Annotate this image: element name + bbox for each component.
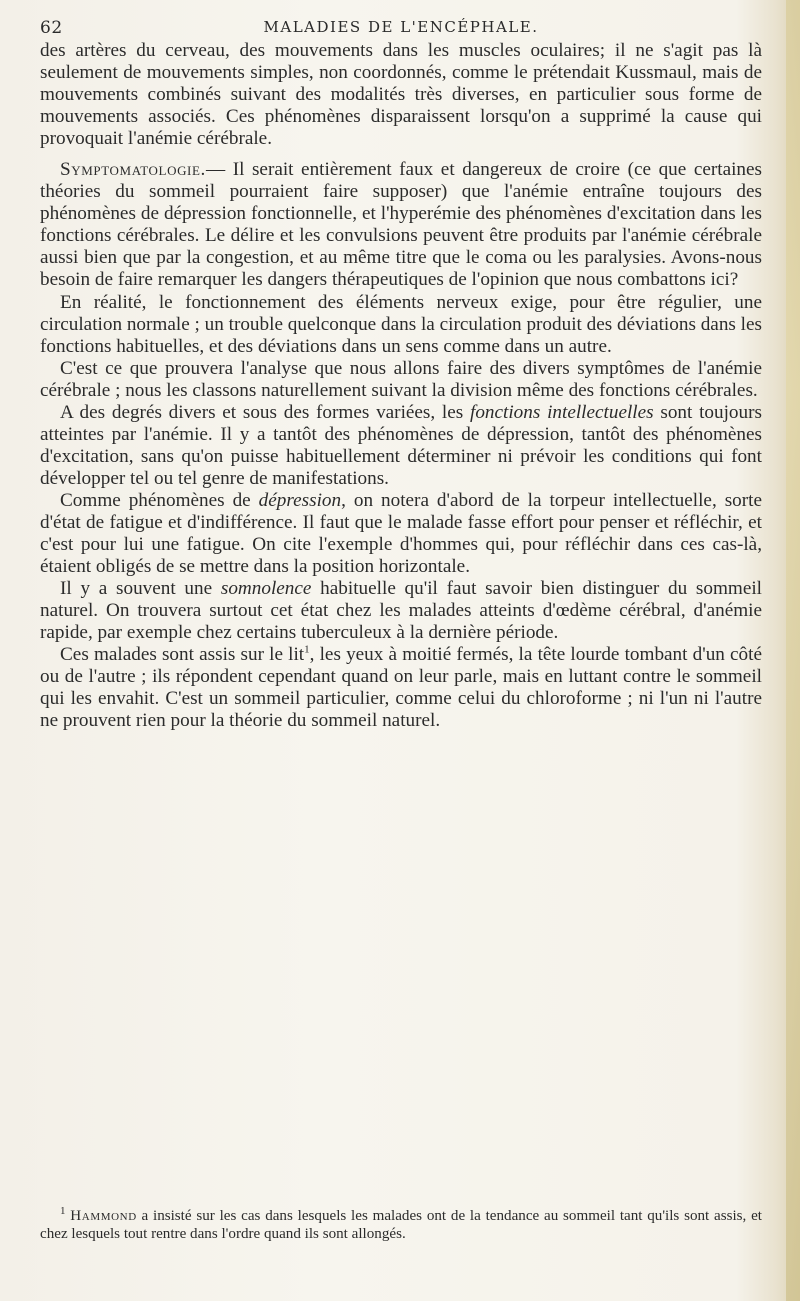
paragraph-5-b: sont toujours atteintes par l'anémie. Il y a tantôt des phénomènes de dépression, tantôt des phénomènes d'excitation, sans qu'on puisse habituellement déterminer ni prévoir les conditions qui font développer tel ou tel genre de manifestations. (40, 401, 762, 489)
footnote-reference: 1 (304, 643, 310, 656)
paragraph-7-a: Il y a souvent une (60, 578, 221, 600)
term-somnolence: somnolence (220, 578, 312, 600)
paragraph-5 (40, 402, 762, 490)
body-text (40, 40, 762, 732)
paragraph-8 (40, 644, 762, 732)
paragraph-8-a: Ces malades sont assis sur le lit (60, 644, 305, 666)
paragraph-8-b: , les yeux à moitié fermés, la tête lourde tombant d'un côté ou de l'autre ; ils répondent cependant quand on leur parle, mais en luttant contre le sommeil qui les envahit. C'est un sommeil particulier, comme celui du chloroforme ; ni l'un ni l'autre ne prouvent rien pour la théorie du sommeil naturel. (40, 644, 763, 732)
section-gap (40, 150, 762, 159)
paragraph-7-b: habituelle qu'il faut savoir bien distinguer du sommeil naturel. On trouvera surtout cet état chez les malades atteints d'œdème cérébral, d'anémie rapide, par exemple chez certains tuberculeux à la dernière période. (40, 578, 762, 644)
term-depression: dépression (258, 489, 342, 511)
section-heading-symptomatologie: Symptomatologie. (60, 159, 206, 181)
paragraph-6 (40, 490, 762, 578)
footnote-paragraph (40, 1204, 762, 1243)
footnote (40, 1204, 762, 1243)
footnote-text: a insisté sur les cas dans lesquels les malades ont de la tendance au sommeil tant qu'ils sont assis, et chez lesquels tout rentre dans l'ordre quand ils sont allongés. (40, 1208, 762, 1242)
paragraph-2-text: Il serait entièrement faux et dangereux de croire (ce que certaines théories du sommeil pourraient faire supposer) que l'anémie entraîne toujours des phénomènes de dépression fonctionnelle, et l'hyperémie des phénomènes d'excitation dans les fonctions cérébrales. Le délire et les convulsions peuvent être produits par l'anémie cérébrale aussi bien que par la congestion, et au même titre que le coma ou les paralysies. Avons-nous besoin de faire remarquer les dangers thérapeutiques de l'opinion que nous combattons ici? (40, 159, 762, 291)
paragraph-4: C'est ce que prouvera l'analyse que nous allons faire des divers symptômes de l'anémie cérébrale ; nous les classons naturellement suivant la division même des fonctions cérébrales. (40, 357, 762, 401)
paragraph-2 (40, 159, 762, 291)
paragraph-6-b: , on notera d'abord de la torpeur intellectuelle, sorte d'état de fatigue et d'indifférence. Il faut que le malade fasse effort pour penser et réfléchir, et c'est pour lui une fatigue. On cite l'exemple d'hommes qui, pour réfléchir dans ces cas-là, étaient obligés de se mettre dans la position horizontale. (40, 489, 762, 578)
paragraph-3: En réalité, le fonctionnement des éléments nerveux exige, pour être régulier, une circulation normale ; un trouble quelconque dans la circulation produit des déviations dans les fonctions habituelles, et des déviations dans un sens comme dans un autre. (40, 291, 762, 357)
running-title: MALADIES DE L'ENCÉPHALE. (263, 18, 539, 36)
paragraph-7 (40, 578, 762, 644)
heading-dash: — (205, 159, 233, 181)
footnote-marker: 1 (60, 1204, 66, 1217)
paragraph-1: des artères du cerveau, des mouvements dans les muscles oculaires; il ne s'agit pas là seulement de mouvements simples, non coordonnés, comme le prétendait Kussmaul, mais de mouvements combinés suivant des modalités très diverses, en particulier sous forme de mouvements associés. Ces phénomènes disparaissent lorsqu'on a supprimé la cause qui provoquait l'anémie cérébrale. (40, 40, 762, 150)
paragraph-6-a: Comme phénomènes de (60, 489, 259, 511)
footnote-author: Hammond (70, 1208, 137, 1224)
term-fonctions-intellectuelles: fonctions intellectuelles (469, 401, 654, 423)
page-edge-stain (786, 0, 800, 1301)
running-header (40, 16, 762, 42)
page-number: 62 (40, 18, 63, 38)
paragraph-5-a: A des degrés divers et sous des formes variées, les (60, 401, 470, 423)
